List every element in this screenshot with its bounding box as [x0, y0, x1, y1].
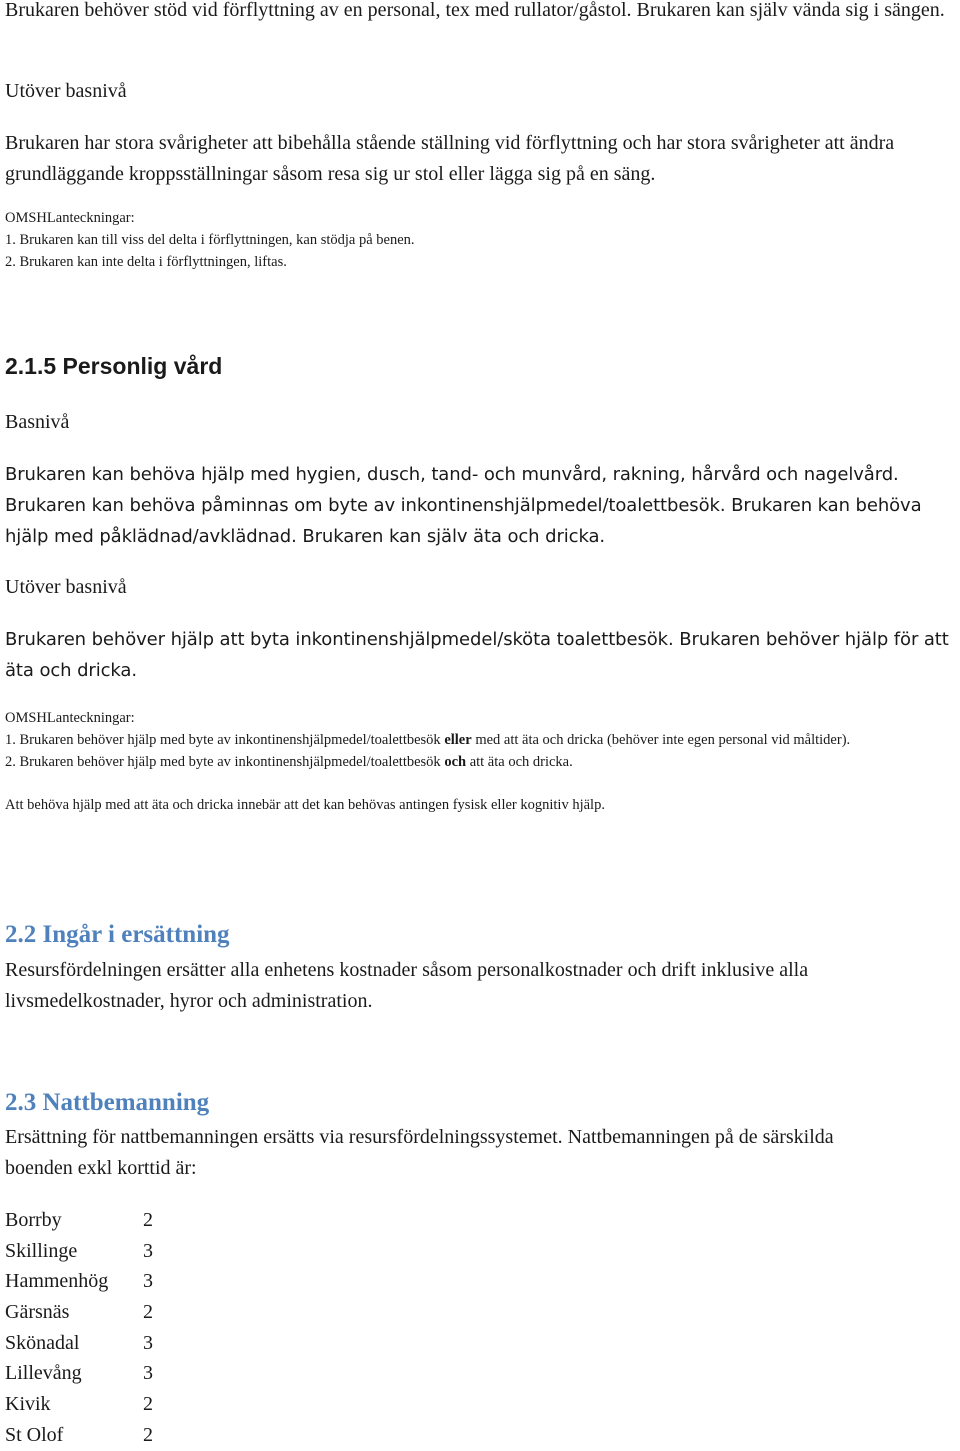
boende-value: 2: [143, 1392, 153, 1415]
boende-name: St Olof: [5, 1423, 64, 1446]
boende-value: 3: [143, 1239, 153, 1262]
table-row: [5, 1328, 153, 1359]
table-row: [5, 1266, 153, 1297]
boende-value: 3: [143, 1362, 153, 1385]
table-row: [5, 1420, 153, 1451]
utover-basniva-label: Utöver basnivå: [5, 80, 127, 102]
basniva-label: Basnivå: [5, 411, 70, 433]
boende-name: Gärsnäs: [5, 1300, 70, 1323]
utover-basniva-label: Utöver basnivå: [5, 576, 127, 598]
note-item: 1. Brukaren behöver hjälp med byte av inkontinenshjälpmedel/toalettbesök eller med att äta och dricka (behöver inte egen personal vid måltider).: [5, 732, 851, 748]
boende-value: 2: [143, 1423, 153, 1446]
boende-value: 2: [143, 1208, 153, 1231]
notes-heading: OMSHLanteckningar:: [5, 210, 135, 226]
table-row: [5, 1297, 153, 1328]
basniva-paragraph: Brukaren kan behöva hjälp med hygien, dusch, tand- och munvård, rakning, hårvård och nagelvård. Brukaren kan behöva påminnas om byte av inkontinenshjälpmedel/toalettbesök. Brukaren kan behöva hjälp med påklädnad/avklädnad. Brukaren kan själv äta och dricka.: [5, 464, 922, 547]
boende-value: 2: [143, 1300, 153, 1323]
table-row: [5, 1358, 153, 1389]
note-item: 2. Brukaren behöver hjälp med byte av inkontinenshjälpmedel/toalettbesök och att äta och dricka.: [5, 754, 573, 770]
intro-paragraph: Brukaren behöver stöd vid förflyttning av en personal, tex med rullator/gåstol. Brukaren kan själv vända sig i sängen.: [5, 0, 945, 21]
boende-name: Kivik: [5, 1392, 51, 1415]
boende-name: Hammenhög: [5, 1270, 109, 1293]
boende-value: 3: [143, 1270, 153, 1293]
note-extra: Att behöva hjälp med att äta och dricka innebär att det kan behövas antingen fysisk eller kognitiv hjälp.: [5, 797, 605, 813]
note-item: 2. Brukaren kan inte delta i förflyttningen, liftas.: [5, 254, 287, 270]
boende-value: 3: [143, 1331, 153, 1354]
note-item: 1. Brukaren kan till viss del delta i förflyttningen, kan stödja på benen.: [5, 232, 415, 248]
section-22-paragraph: Resursfördelningen ersätter alla enhetens kostnader såsom personalkostnader och drift inklusive alla livsmedelkostnader, hyror och administration.: [5, 959, 809, 1012]
nattbemanning-table: [5, 1205, 153, 1451]
boende-name: Lillevång: [5, 1362, 82, 1385]
utover-paragraph: Brukaren har stora svårigheter att bibehålla stående ställning vid förflyttning och har stora svårigheter att ändra grundläggande kroppsställningar såsom resa sig ur stol eller lägga sig på en säng.: [5, 132, 895, 185]
section-23-paragraph: Ersättning för nattbemanningen ersätts via resursfördelningssystemet. Nattbemanningen på de särskilda boenden exkl korttid är:: [5, 1126, 834, 1179]
section-heading-23: 2.3 Nattbemanning: [5, 1089, 210, 1116]
boende-name: Borrby: [5, 1208, 62, 1231]
notes-block-2: [5, 707, 935, 816]
table-row: [5, 1205, 153, 1236]
notes-block-1: [5, 207, 415, 273]
table-row: [5, 1236, 153, 1267]
table-row: [5, 1389, 153, 1420]
utover-paragraph: Brukaren behöver hjälp att byta inkontinenshjälpmedel/sköta toalettbesök. Brukaren behöver hjälp för att äta och dricka.: [5, 629, 949, 681]
notes-heading: OMSHLanteckningar:: [5, 710, 135, 726]
boende-name: Skillinge: [5, 1239, 78, 1262]
section-heading-215: 2.1.5 Personlig vård: [5, 353, 223, 379]
section-heading-22: 2.2 Ingår i ersättning: [5, 921, 230, 948]
boende-name: Skönadal: [5, 1331, 80, 1354]
